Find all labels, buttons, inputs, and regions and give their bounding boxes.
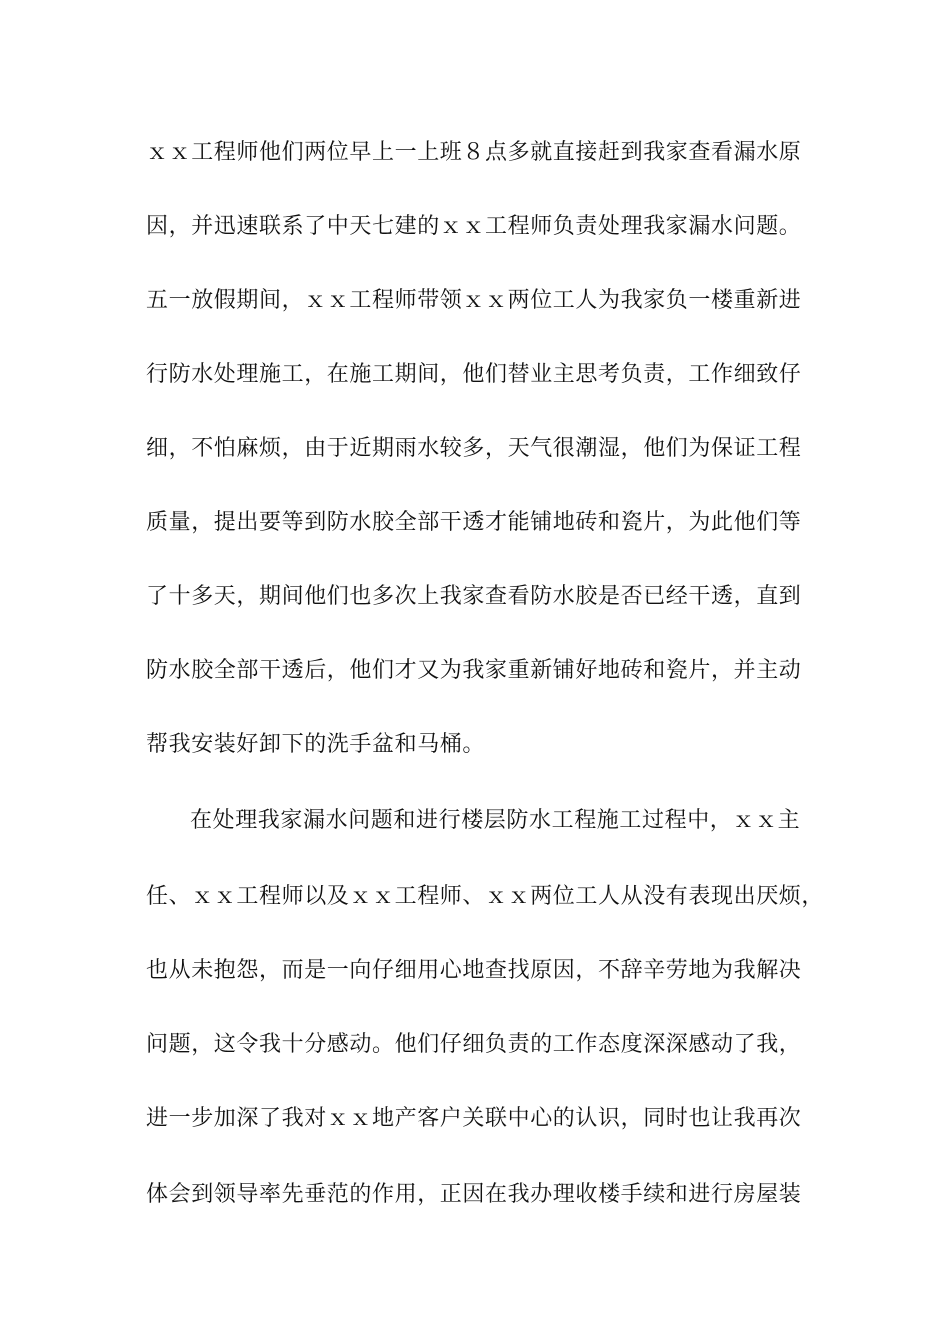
text-line: 五一放假期间，ｘｘ工程师带领ｘｘ两位工人为我家负一楼重新进	[146, 288, 802, 313]
text-line: ｘｘ工程师他们两位早上一上班８点多就直接赶到我家查看漏水原	[146, 140, 802, 165]
text-line: 因，并迅速联系了中天七建的ｘｘ工程师负责处理我家漏水问题。	[146, 214, 802, 239]
text-line: 行防水处理施工，在施工期间，他们替业主思考负责，工作细致仔	[146, 362, 802, 387]
text-line: 体会到领导率先垂范的作用，正因在我办理收楼手续和进行房屋装	[146, 1182, 802, 1207]
text-line: 进一步加深了我对ｘｘ地产客户关联中心的认识，同时也让我再次	[146, 1106, 802, 1131]
text-line: 帮我安装好卸下的洗手盆和马桶。	[146, 732, 486, 757]
text-line: 问题，这令我十分感动。他们仔细负责的工作态度深深感动了我，	[146, 1032, 802, 1057]
text-line: 质量，提出要等到防水胶全部干透才能铺地砖和瓷片，为此他们等	[146, 510, 802, 535]
text-line: 也从未抱怨，而是一向仔细用心地查找原因，不辞辛劳地为我解决	[146, 958, 802, 983]
text-line: 细，不怕麻烦，由于近期雨水较多，天气很潮湿，他们为保证工程	[146, 436, 802, 461]
text-line: 任、ｘｘ工程师以及ｘｘ工程师、ｘｘ两位工人从没有表现出厌烦，	[146, 884, 825, 909]
text-line: 了十多天，期间他们也多次上我家查看防水胶是否已经干透，直到	[146, 584, 802, 609]
paragraph-first-line: 在处理我家漏水问题和进行楼层防水工程施工过程中，ｘｘ主	[190, 808, 801, 833]
text-line: 防水胶全部干透后，他们才又为我家重新铺好地砖和瓷片，并主动	[146, 658, 802, 683]
